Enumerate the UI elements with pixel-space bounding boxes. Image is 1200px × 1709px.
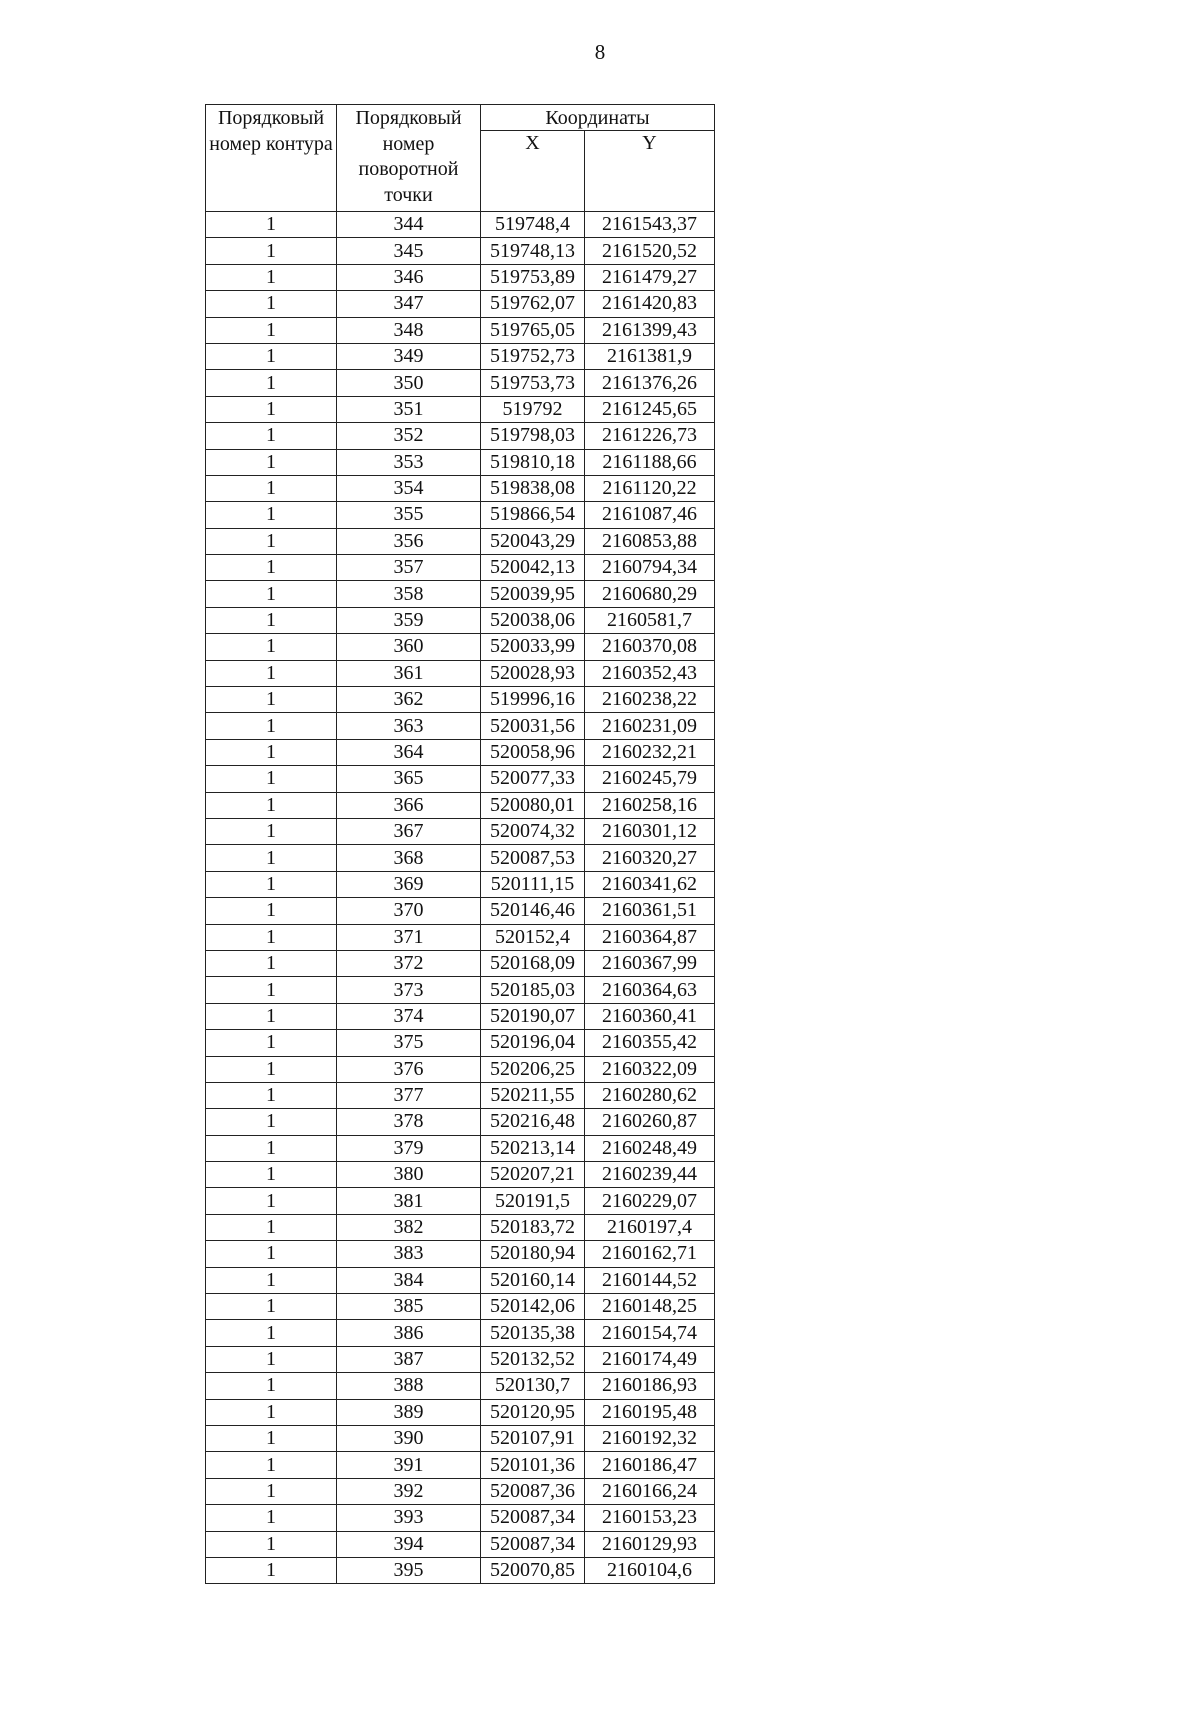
table-row [206,1478,715,1504]
table-row [206,502,715,528]
cell-y: 2160361,51 [585,898,715,924]
table-row [206,845,715,871]
cell-y: 2160195,48 [585,1399,715,1425]
cell-x: 520191,5 [481,1188,585,1214]
cell-x: 520074,32 [481,818,585,844]
cell-x: 519765,05 [481,317,585,343]
cell-x: 520107,91 [481,1425,585,1451]
cell-y: 2160360,41 [585,1003,715,1029]
cell-contour-number: 1 [206,977,337,1003]
cell-x: 519753,89 [481,264,585,290]
cell-contour-number: 1 [206,1478,337,1504]
cell-contour-number: 1 [206,1003,337,1029]
cell-x: 520130,7 [481,1373,585,1399]
cell-contour-number: 1 [206,212,337,238]
cell-y: 2160229,07 [585,1188,715,1214]
cell-x: 520135,38 [481,1320,585,1346]
cell-y: 2160239,44 [585,1162,715,1188]
cell-y: 2160192,32 [585,1425,715,1451]
cell-y: 2160320,27 [585,845,715,871]
cell-point-number: 393 [337,1505,481,1531]
cell-x: 519792 [481,396,585,422]
cell-y: 2160197,4 [585,1214,715,1240]
page-number: 8 [594,40,606,64]
cell-x: 520077,33 [481,766,585,792]
cell-contour-number: 1 [206,1425,337,1451]
table-row [206,423,715,449]
cell-point-number: 351 [337,396,481,422]
cell-x: 520087,34 [481,1531,585,1557]
table-row [206,1320,715,1346]
cell-x: 520039,95 [481,581,585,607]
cell-contour-number: 1 [206,1135,337,1161]
table-row [206,396,715,422]
cell-point-number: 378 [337,1109,481,1135]
table-row [206,1452,715,1478]
cell-point-number: 368 [337,845,481,871]
cell-y: 2161479,27 [585,264,715,290]
cell-contour-number: 1 [206,475,337,501]
cell-contour-number: 1 [206,317,337,343]
table-row [206,1373,715,1399]
cell-point-number: 384 [337,1267,481,1293]
cell-point-number: 363 [337,713,481,739]
cell-y: 2160341,62 [585,871,715,897]
header-point-number: Порядковый номер поворотной точки [337,105,481,212]
cell-contour-number: 1 [206,581,337,607]
cell-point-number: 347 [337,291,481,317]
cell-contour-number: 1 [206,1557,337,1583]
cell-y: 2161420,83 [585,291,715,317]
cell-x: 519866,54 [481,502,585,528]
cell-point-number: 353 [337,449,481,475]
cell-x: 519748,4 [481,212,585,238]
cell-point-number: 383 [337,1241,481,1267]
cell-x: 520087,36 [481,1478,585,1504]
cell-y: 2160186,47 [585,1452,715,1478]
table-row [206,1162,715,1188]
cell-point-number: 390 [337,1425,481,1451]
cell-y: 2160258,16 [585,792,715,818]
cell-x: 519810,18 [481,449,585,475]
cell-contour-number: 1 [206,343,337,369]
cell-point-number: 372 [337,950,481,976]
cell-contour-number: 1 [206,370,337,396]
table-row [206,581,715,607]
cell-contour-number: 1 [206,871,337,897]
cell-point-number: 394 [337,1531,481,1557]
table-row [206,871,715,897]
cell-y: 2161226,73 [585,423,715,449]
cell-contour-number: 1 [206,818,337,844]
table-row [206,1082,715,1108]
table-row [206,792,715,818]
cell-x: 519753,73 [481,370,585,396]
cell-y: 2161520,52 [585,238,715,264]
cell-x: 520038,06 [481,607,585,633]
cell-contour-number: 1 [206,1320,337,1346]
cell-contour-number: 1 [206,739,337,765]
cell-point-number: 376 [337,1056,481,1082]
cell-x: 520101,36 [481,1452,585,1478]
cell-contour-number: 1 [206,1214,337,1240]
table-row [206,1214,715,1240]
cell-y: 2161245,65 [585,396,715,422]
table-row [206,607,715,633]
cell-contour-number: 1 [206,898,337,924]
table-row [206,950,715,976]
cell-point-number: 364 [337,739,481,765]
table-row [206,634,715,660]
table-row [206,1346,715,1372]
cell-point-number: 381 [337,1188,481,1214]
cell-contour-number: 1 [206,1188,337,1214]
cell-contour-number: 1 [206,950,337,976]
table-header [206,105,715,212]
table-row [206,1056,715,1082]
table-row [206,555,715,581]
cell-point-number: 345 [337,238,481,264]
cell-point-number: 371 [337,924,481,950]
table-row [206,1531,715,1557]
cell-y: 2160794,34 [585,555,715,581]
cell-point-number: 377 [337,1082,481,1108]
table-body [206,212,715,1584]
cell-x: 520042,13 [481,555,585,581]
table-row [206,1505,715,1531]
cell-point-number: 346 [337,264,481,290]
cell-x: 519996,16 [481,687,585,713]
cell-point-number: 391 [337,1452,481,1478]
cell-contour-number: 1 [206,713,337,739]
table-row [206,343,715,369]
cell-x: 520190,07 [481,1003,585,1029]
cell-contour-number: 1 [206,1241,337,1267]
cell-point-number: 349 [337,343,481,369]
table-row [206,739,715,765]
cell-point-number: 356 [337,528,481,554]
header-contour-number: Порядковый номер контура [206,105,337,212]
cell-x: 520206,25 [481,1056,585,1082]
cell-contour-number: 1 [206,1505,337,1531]
cell-point-number: 365 [337,766,481,792]
cell-point-number: 359 [337,607,481,633]
cell-x: 519838,08 [481,475,585,501]
cell-y: 2160166,24 [585,1478,715,1504]
cell-y: 2161120,22 [585,475,715,501]
cell-y: 2161188,66 [585,449,715,475]
cell-point-number: 388 [337,1373,481,1399]
cell-y: 2160352,43 [585,660,715,686]
cell-point-number: 344 [337,212,481,238]
table-row [206,687,715,713]
cell-x: 520183,72 [481,1214,585,1240]
cell-point-number: 361 [337,660,481,686]
table-row [206,1241,715,1267]
cell-x: 519762,07 [481,291,585,317]
table-row [206,660,715,686]
cell-x: 520111,15 [481,871,585,897]
cell-contour-number: 1 [206,766,337,792]
table-row [206,1399,715,1425]
cell-contour-number: 1 [206,660,337,686]
cell-x: 520185,03 [481,977,585,1003]
cell-contour-number: 1 [206,528,337,554]
cell-x: 520070,85 [481,1557,585,1583]
cell-x: 520087,53 [481,845,585,871]
cell-contour-number: 1 [206,423,337,449]
cell-y: 2160364,87 [585,924,715,950]
table-row [206,1109,715,1135]
table-row [206,264,715,290]
table-row [206,1425,715,1451]
cell-y: 2161381,9 [585,343,715,369]
cell-x: 520028,93 [481,660,585,686]
cell-contour-number: 1 [206,1399,337,1425]
table-row [206,1003,715,1029]
cell-contour-number: 1 [206,792,337,818]
cell-contour-number: 1 [206,1346,337,1372]
cell-contour-number: 1 [206,634,337,660]
cell-x: 520152,4 [481,924,585,950]
table-row [206,1294,715,1320]
table-row [206,528,715,554]
cell-x: 520168,09 [481,950,585,976]
cell-contour-number: 1 [206,924,337,950]
cell-point-number: 385 [337,1294,481,1320]
cell-point-number: 380 [337,1162,481,1188]
cell-y: 2161087,46 [585,502,715,528]
cell-contour-number: 1 [206,502,337,528]
cell-contour-number: 1 [206,1294,337,1320]
cell-point-number: 369 [337,871,481,897]
table-row [206,898,715,924]
cell-x: 520080,01 [481,792,585,818]
cell-x: 520033,99 [481,634,585,660]
cell-y: 2160853,88 [585,528,715,554]
cell-y: 2160148,25 [585,1294,715,1320]
cell-x: 519748,13 [481,238,585,264]
cell-point-number: 357 [337,555,481,581]
header-coordinates: Координаты [481,105,715,131]
coordinates-table [205,104,715,1584]
cell-x: 520146,46 [481,898,585,924]
cell-contour-number: 1 [206,1531,337,1557]
cell-contour-number: 1 [206,396,337,422]
cell-y: 2160355,42 [585,1030,715,1056]
cell-point-number: 379 [337,1135,481,1161]
cell-y: 2160153,23 [585,1505,715,1531]
cell-y: 2160104,6 [585,1557,715,1583]
cell-point-number: 366 [337,792,481,818]
cell-contour-number: 1 [206,555,337,581]
table-row [206,818,715,844]
cell-point-number: 370 [337,898,481,924]
table-row [206,238,715,264]
cell-contour-number: 1 [206,1373,337,1399]
cell-contour-number: 1 [206,1162,337,1188]
cell-contour-number: 1 [206,607,337,633]
cell-x: 520031,56 [481,713,585,739]
cell-x: 520180,94 [481,1241,585,1267]
table-row [206,1030,715,1056]
cell-y: 2160280,62 [585,1082,715,1108]
cell-y: 2161543,37 [585,212,715,238]
cell-y: 2160364,63 [585,977,715,1003]
cell-point-number: 382 [337,1214,481,1240]
cell-point-number: 392 [337,1478,481,1504]
table-row [206,370,715,396]
cell-contour-number: 1 [206,687,337,713]
cell-y: 2160367,99 [585,950,715,976]
cell-y: 2160248,49 [585,1135,715,1161]
table-row [206,212,715,238]
cell-contour-number: 1 [206,264,337,290]
cell-y: 2160231,09 [585,713,715,739]
cell-x: 519752,73 [481,343,585,369]
cell-contour-number: 1 [206,1056,337,1082]
cell-x: 520120,95 [481,1399,585,1425]
cell-point-number: 387 [337,1346,481,1372]
cell-contour-number: 1 [206,1082,337,1108]
cell-x: 519798,03 [481,423,585,449]
cell-point-number: 352 [337,423,481,449]
cell-point-number: 354 [337,475,481,501]
cell-point-number: 374 [337,1003,481,1029]
cell-x: 520087,34 [481,1505,585,1531]
cell-y: 2160680,29 [585,581,715,607]
cell-point-number: 375 [337,1030,481,1056]
cell-contour-number: 1 [206,845,337,871]
cell-point-number: 360 [337,634,481,660]
cell-y: 2161399,43 [585,317,715,343]
cell-point-number: 358 [337,581,481,607]
table-row [206,766,715,792]
cell-point-number: 389 [337,1399,481,1425]
cell-x: 520142,06 [481,1294,585,1320]
cell-x: 520216,48 [481,1109,585,1135]
table-row [206,713,715,739]
table-row [206,449,715,475]
cell-contour-number: 1 [206,1452,337,1478]
table-row [206,924,715,950]
cell-y: 2160232,21 [585,739,715,765]
cell-y: 2160144,52 [585,1267,715,1293]
table-row [206,977,715,1003]
cell-y: 2160301,12 [585,818,715,844]
cell-contour-number: 1 [206,291,337,317]
header-x: X [481,131,585,212]
cell-y: 2160162,71 [585,1241,715,1267]
cell-point-number: 362 [337,687,481,713]
cell-contour-number: 1 [206,1030,337,1056]
cell-y: 2160129,93 [585,1531,715,1557]
cell-y: 2160238,22 [585,687,715,713]
cell-x: 520196,04 [481,1030,585,1056]
cell-point-number: 348 [337,317,481,343]
table-row [206,475,715,501]
table-row [206,1135,715,1161]
cell-contour-number: 1 [206,238,337,264]
cell-y: 2160260,87 [585,1109,715,1135]
cell-y: 2160581,7 [585,607,715,633]
cell-y: 2160154,74 [585,1320,715,1346]
cell-x: 520213,14 [481,1135,585,1161]
table-row [206,1188,715,1214]
cell-contour-number: 1 [206,1109,337,1135]
cell-x: 520132,52 [481,1346,585,1372]
cell-point-number: 395 [337,1557,481,1583]
cell-y: 2161376,26 [585,370,715,396]
cell-contour-number: 1 [206,1267,337,1293]
table-row [206,1557,715,1583]
cell-point-number: 386 [337,1320,481,1346]
cell-contour-number: 1 [206,449,337,475]
cell-y: 2160370,08 [585,634,715,660]
cell-x: 520043,29 [481,528,585,554]
table-row [206,1267,715,1293]
cell-point-number: 350 [337,370,481,396]
cell-y: 2160174,49 [585,1346,715,1372]
cell-point-number: 373 [337,977,481,1003]
cell-x: 520211,55 [481,1082,585,1108]
header-y: Y [585,131,715,212]
cell-y: 2160186,93 [585,1373,715,1399]
cell-point-number: 367 [337,818,481,844]
cell-y: 2160245,79 [585,766,715,792]
table-row [206,291,715,317]
cell-y: 2160322,09 [585,1056,715,1082]
cell-x: 520207,21 [481,1162,585,1188]
table-row [206,317,715,343]
cell-x: 520058,96 [481,739,585,765]
cell-x: 520160,14 [481,1267,585,1293]
cell-point-number: 355 [337,502,481,528]
